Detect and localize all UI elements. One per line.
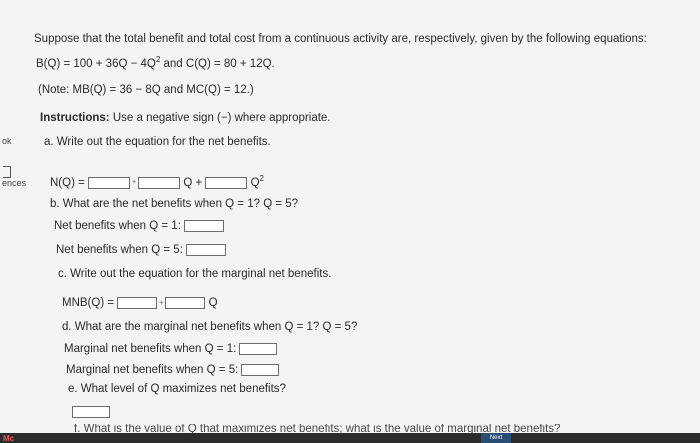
mnb-q1-row bbox=[64, 343, 277, 355]
part-f-clip bbox=[74, 424, 560, 433]
part-d-prompt: d. What are the marginal net benefits when Q = 1? Q = 5? bbox=[62, 321, 358, 333]
mnb-plus-sign: + bbox=[159, 299, 164, 307]
optimal-q-row bbox=[72, 403, 110, 421]
q2-term-label: Q bbox=[250, 176, 260, 189]
plus-sign: + bbox=[132, 179, 137, 187]
mnb-q-coef-input[interactable] bbox=[165, 297, 205, 309]
mnb-q5-row bbox=[66, 364, 279, 376]
marginal-net-benefit-equation-row bbox=[62, 297, 218, 309]
part-f-prompt: f. What is the value of Q that maximizes net benefits; what is the value of marginal net benefits? bbox=[74, 424, 561, 433]
net-benefit-q-coef-input[interactable] bbox=[138, 177, 180, 189]
problem-intro: Suppose that the total benefit and total cost from a continuous activity are, respectively, given by the following equations: bbox=[34, 33, 647, 45]
part-e-prompt: e. What level of Q maximizes net benefits? bbox=[68, 383, 286, 395]
mnb-q1-label: Marginal net benefits when Q = 1: bbox=[64, 343, 237, 356]
net-benefit-equation-row bbox=[50, 174, 264, 189]
marginal-note: (Note: MB(Q) = 36 − 8Q and MC(Q) = 12.) bbox=[38, 84, 254, 96]
part-a-prompt: a. Write out the equation for the net benefits. bbox=[44, 136, 271, 148]
benefit-cost-equations bbox=[36, 55, 275, 70]
q2-exponent: 2 bbox=[259, 174, 264, 183]
mnb-q-label: Q bbox=[208, 297, 218, 310]
instructions-text: Use a negative sign (−) where appropriate. bbox=[109, 112, 331, 124]
mcgraw-hill-badge: Mc bbox=[3, 434, 15, 443]
net-benefit-q5-input[interactable] bbox=[186, 244, 226, 256]
sidebar-fragment-icon bbox=[3, 166, 11, 178]
net-benefit-q5-label: Net benefits when Q = 5: bbox=[56, 244, 183, 257]
net-benefit-q2-coef-input[interactable] bbox=[205, 177, 247, 189]
instructions-label: Instructions: bbox=[40, 112, 110, 124]
next-button[interactable]: Next bbox=[481, 433, 511, 443]
net-benefit-lhs: N(Q) = bbox=[50, 176, 85, 189]
cost-equation: and C(Q) = 80 + 12Q. bbox=[160, 57, 275, 70]
sidebar-fragment-top: ok bbox=[2, 136, 12, 146]
instructions bbox=[40, 112, 331, 124]
net-benefit-q1-row bbox=[54, 220, 224, 232]
benefit-exponent: 2 bbox=[155, 55, 161, 64]
mnb-q5-label: Marginal net benefits when Q = 5: bbox=[66, 364, 239, 377]
mnb-constant-input[interactable] bbox=[117, 297, 157, 309]
mnb-q5-input[interactable] bbox=[241, 364, 279, 376]
sidebar-fragment-references[interactable]: ences bbox=[2, 178, 27, 188]
part-c-prompt: c. Write out the equation for the marginal net benefits. bbox=[58, 268, 332, 280]
optimal-q-input[interactable] bbox=[72, 406, 110, 418]
bottom-toolbar bbox=[0, 433, 700, 443]
mnb-q1-input[interactable] bbox=[239, 343, 277, 355]
mnb-lhs: MNB(Q) = bbox=[62, 297, 115, 310]
net-benefit-constant-input[interactable] bbox=[88, 177, 130, 189]
net-benefit-q5-row bbox=[56, 244, 226, 256]
benefit-equation: B(Q) = 100 + 36Q − 4Q bbox=[36, 57, 156, 70]
part-b-prompt: b. What are the net benefits when Q = 1? Q = 5? bbox=[50, 198, 299, 210]
q-term-label: Q + bbox=[183, 176, 203, 189]
net-benefit-q1-label: Net benefits when Q = 1: bbox=[54, 220, 181, 233]
net-benefit-q1-input[interactable] bbox=[184, 220, 224, 232]
